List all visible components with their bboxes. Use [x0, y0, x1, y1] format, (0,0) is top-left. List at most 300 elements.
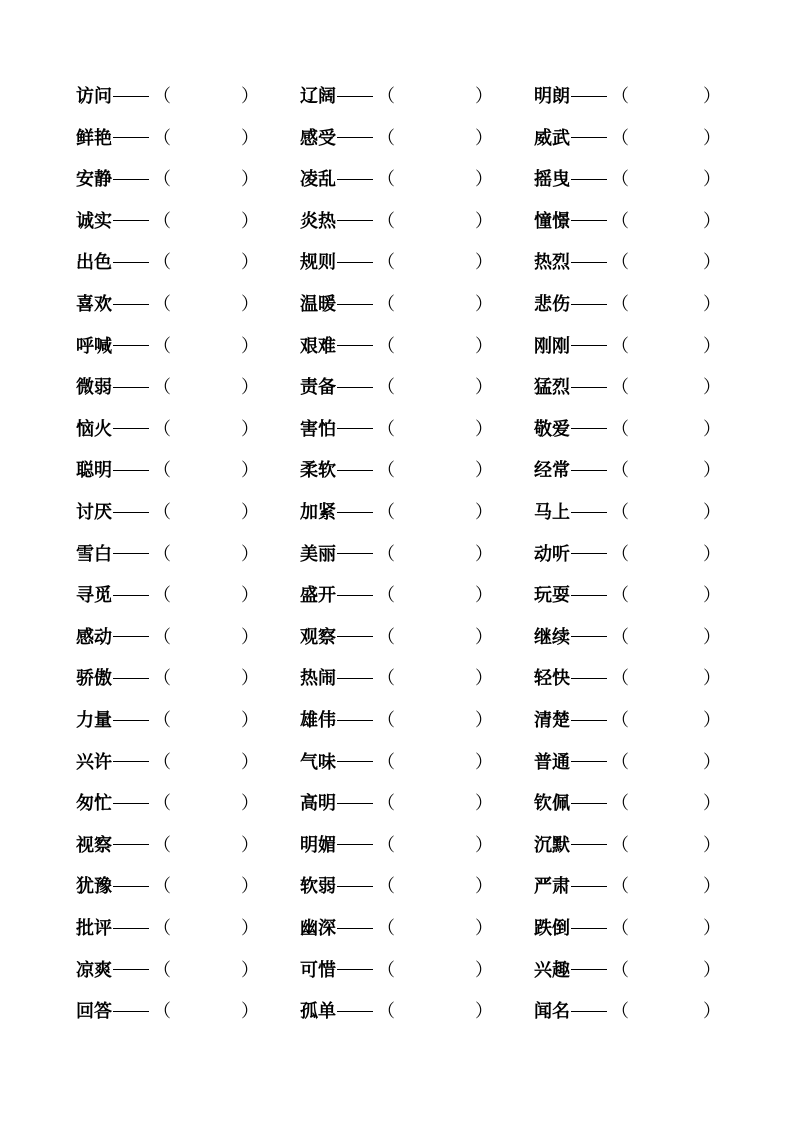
word-item: [534, 456, 721, 486]
open-paren: （: [377, 710, 395, 731]
word-row: [0, 332, 793, 362]
word-item: [76, 82, 259, 112]
close-paren: ）: [241, 460, 259, 482]
close-paren: ）: [241, 127, 259, 149]
word-label: 热烈: [534, 252, 570, 274]
word-label: 寻觅: [76, 585, 112, 607]
word-label: 摇曳: [534, 169, 570, 191]
open-paren: （: [153, 335, 171, 357]
word-item: [76, 124, 259, 154]
close-paren: ）: [703, 585, 721, 607]
open-paren: （: [611, 169, 629, 191]
word-label: 明媚: [300, 834, 336, 856]
close-paren: ）: [703, 252, 721, 274]
open-paren: （: [611, 127, 629, 149]
word-row: [0, 872, 793, 902]
word-label: 观察: [300, 626, 336, 648]
word-item: [300, 165, 493, 195]
word-item: [76, 789, 259, 819]
close-paren: ）: [475, 169, 493, 191]
word-label: 恼火: [76, 418, 112, 440]
close-paren: ）: [475, 668, 493, 690]
close-paren: ）: [241, 294, 259, 315]
open-paren: （: [377, 918, 395, 939]
word-label: 幽深: [300, 918, 336, 939]
open-paren: （: [611, 502, 629, 523]
open-paren: （: [611, 918, 629, 939]
dash-line: [571, 928, 607, 929]
open-paren: （: [153, 626, 171, 648]
close-paren: ）: [475, 543, 493, 565]
word-row: [0, 290, 793, 320]
dash-line: [337, 636, 373, 637]
word-item: [76, 706, 259, 736]
close-paren: ）: [703, 668, 721, 690]
word-item: [300, 956, 493, 986]
dash-line: [337, 803, 373, 804]
word-item: [534, 581, 721, 611]
word-row: [0, 415, 793, 445]
word-item: [76, 748, 259, 778]
open-paren: （: [377, 127, 395, 149]
word-item: [534, 997, 721, 1027]
close-paren: ）: [241, 252, 259, 274]
close-paren: ）: [475, 834, 493, 856]
word-label: 安静: [76, 169, 112, 191]
open-paren: （: [153, 460, 171, 482]
dash-line: [113, 179, 149, 180]
open-paren: （: [377, 1001, 395, 1023]
word-row: [0, 207, 793, 237]
dash-line: [113, 428, 149, 429]
word-item: [300, 748, 493, 778]
word-item: [534, 623, 721, 653]
close-paren: ）: [475, 585, 493, 607]
close-paren: ）: [241, 876, 259, 898]
open-paren: （: [611, 377, 629, 399]
close-paren: ）: [703, 710, 721, 731]
close-paren: ）: [703, 127, 721, 149]
dash-line: [113, 928, 149, 929]
dash-line: [337, 844, 373, 845]
dash-line: [337, 720, 373, 721]
word-item: [534, 415, 721, 445]
open-paren: （: [611, 210, 629, 232]
dash-line: [571, 636, 607, 637]
word-item: [534, 207, 721, 237]
word-row: [0, 165, 793, 195]
dash-line: [337, 512, 373, 513]
word-row: [0, 82, 793, 112]
dash-line: [113, 1011, 149, 1012]
word-item: [534, 290, 721, 320]
open-paren: （: [153, 418, 171, 440]
open-paren: （: [377, 585, 395, 607]
dash-line: [571, 844, 607, 845]
word-item: [300, 872, 493, 902]
open-paren: （: [377, 86, 395, 107]
open-paren: （: [153, 210, 171, 232]
word-label: 犹豫: [76, 876, 112, 898]
word-label: 感动: [76, 626, 112, 648]
close-paren: ）: [241, 502, 259, 523]
word-label: 盛开: [300, 585, 336, 607]
open-paren: （: [377, 335, 395, 357]
word-label: 柔软: [300, 460, 336, 482]
open-paren: （: [153, 876, 171, 898]
close-paren: ）: [241, 210, 259, 232]
dash-line: [113, 553, 149, 554]
word-label: 凉爽: [76, 959, 112, 981]
close-paren: ）: [475, 252, 493, 274]
dash-line: [571, 678, 607, 679]
word-label: 轻快: [534, 668, 570, 690]
open-paren: （: [377, 834, 395, 856]
word-item: [300, 581, 493, 611]
word-item: [300, 914, 493, 944]
open-paren: （: [153, 959, 171, 981]
word-label: 骄傲: [76, 668, 112, 690]
word-row: [0, 540, 793, 570]
close-paren: ）: [241, 1001, 259, 1023]
word-row: [0, 373, 793, 403]
word-item: [300, 332, 493, 362]
close-paren: ）: [241, 418, 259, 440]
word-item: [300, 456, 493, 486]
open-paren: （: [153, 252, 171, 274]
close-paren: ）: [241, 626, 259, 648]
dash-line: [571, 803, 607, 804]
dash-line: [571, 137, 607, 138]
dash-line: [571, 595, 607, 596]
word-label: 可惜: [300, 959, 336, 981]
close-paren: ）: [703, 626, 721, 648]
word-label: 动听: [534, 543, 570, 565]
word-label: 鲜艳: [76, 127, 112, 149]
close-paren: ）: [475, 294, 493, 315]
dash-line: [337, 595, 373, 596]
word-label: 气味: [300, 751, 336, 773]
close-paren: ）: [475, 626, 493, 648]
word-item: [76, 997, 259, 1027]
word-row: [0, 664, 793, 694]
word-label: 继续: [534, 626, 570, 648]
open-paren: （: [153, 543, 171, 565]
word-label: 回答: [76, 1001, 112, 1023]
close-paren: ）: [703, 502, 721, 523]
close-paren: ）: [475, 502, 493, 523]
dash-line: [571, 220, 607, 221]
close-paren: ）: [703, 793, 721, 815]
word-label: 憧憬: [534, 210, 570, 232]
close-paren: ）: [703, 1001, 721, 1023]
word-item: [534, 706, 721, 736]
word-label: 孤单: [300, 1001, 336, 1023]
word-item: [534, 540, 721, 570]
dash-line: [337, 345, 373, 346]
open-paren: （: [611, 585, 629, 607]
word-label: 微弱: [76, 377, 112, 399]
close-paren: ）: [703, 876, 721, 898]
word-item: [534, 956, 721, 986]
close-paren: ）: [703, 377, 721, 399]
dash-line: [571, 304, 607, 305]
open-paren: （: [153, 668, 171, 690]
open-paren: （: [611, 460, 629, 482]
word-item: [300, 664, 493, 694]
word-item: [534, 82, 721, 112]
close-paren: ）: [241, 959, 259, 981]
dash-line: [113, 304, 149, 305]
close-paren: ）: [475, 959, 493, 981]
word-label: 马上: [534, 502, 570, 523]
word-label: 温暖: [300, 294, 336, 315]
word-label: 普通: [534, 751, 570, 773]
word-label: 跌倒: [534, 918, 570, 939]
word-row: [0, 581, 793, 611]
open-paren: （: [153, 834, 171, 856]
word-item: [300, 290, 493, 320]
word-item: [76, 248, 259, 278]
close-paren: ）: [703, 751, 721, 773]
word-item: [534, 789, 721, 819]
dash-line: [571, 345, 607, 346]
open-paren: （: [153, 86, 171, 107]
word-item: [300, 623, 493, 653]
word-label: 经常: [534, 460, 570, 482]
word-item: [76, 498, 259, 528]
word-label: 闻名: [534, 1001, 570, 1023]
close-paren: ）: [475, 127, 493, 149]
close-paren: ）: [475, 86, 493, 107]
close-paren: ）: [475, 876, 493, 898]
dash-line: [113, 220, 149, 221]
open-paren: （: [377, 169, 395, 191]
word-label: 规则: [300, 252, 336, 274]
close-paren: ）: [475, 793, 493, 815]
open-paren: （: [153, 377, 171, 399]
close-paren: ）: [475, 377, 493, 399]
word-item: [300, 498, 493, 528]
word-label: 批评: [76, 918, 112, 939]
close-paren: ）: [241, 710, 259, 731]
dash-line: [113, 512, 149, 513]
open-paren: （: [611, 834, 629, 856]
word-item: [76, 623, 259, 653]
word-label: 高明: [300, 793, 336, 815]
word-label: 悲伤: [534, 294, 570, 315]
word-item: [300, 207, 493, 237]
word-item: [76, 373, 259, 403]
open-paren: （: [377, 668, 395, 690]
word-row: [0, 997, 793, 1027]
word-item: [534, 373, 721, 403]
word-item: [300, 706, 493, 736]
dash-line: [337, 179, 373, 180]
word-label: 力量: [76, 710, 112, 731]
close-paren: ）: [241, 543, 259, 565]
word-label: 讨厌: [76, 502, 112, 523]
open-paren: （: [153, 710, 171, 731]
word-item: [76, 207, 259, 237]
open-paren: （: [611, 959, 629, 981]
open-paren: （: [377, 626, 395, 648]
close-paren: ）: [703, 294, 721, 315]
word-item: [76, 956, 259, 986]
dash-line: [113, 470, 149, 471]
word-label: 访问: [76, 86, 112, 107]
word-item: [300, 124, 493, 154]
word-label: 艰难: [300, 335, 336, 357]
word-item: [534, 248, 721, 278]
close-paren: ）: [475, 751, 493, 773]
word-item: [534, 872, 721, 902]
word-item: [300, 248, 493, 278]
open-paren: （: [377, 377, 395, 399]
word-row: [0, 498, 793, 528]
close-paren: ）: [703, 210, 721, 232]
open-paren: （: [153, 751, 171, 773]
word-item: [300, 82, 493, 112]
dash-line: [113, 137, 149, 138]
word-item: [534, 498, 721, 528]
open-paren: （: [377, 210, 395, 232]
word-label: 兴趣: [534, 959, 570, 981]
word-row: [0, 456, 793, 486]
word-row: [0, 748, 793, 778]
close-paren: ）: [241, 377, 259, 399]
word-item: [534, 664, 721, 694]
open-paren: （: [611, 668, 629, 690]
close-paren: ）: [241, 918, 259, 939]
close-paren: ）: [241, 751, 259, 773]
dash-line: [571, 1011, 607, 1012]
word-item: [76, 914, 259, 944]
dash-line: [337, 886, 373, 887]
open-paren: （: [377, 460, 395, 482]
dash-line: [337, 262, 373, 263]
dash-line: [113, 844, 149, 845]
close-paren: ）: [475, 918, 493, 939]
word-label: 兴许: [76, 751, 112, 773]
word-item: [76, 290, 259, 320]
word-label: 匆忙: [76, 793, 112, 815]
word-label: 威武: [534, 127, 570, 149]
dash-line: [113, 678, 149, 679]
close-paren: ）: [475, 710, 493, 731]
open-paren: （: [377, 252, 395, 274]
word-item: [300, 415, 493, 445]
open-paren: （: [611, 1001, 629, 1023]
open-paren: （: [377, 751, 395, 773]
dash-line: [571, 512, 607, 513]
dash-line: [337, 969, 373, 970]
dash-line: [337, 137, 373, 138]
word-item: [76, 456, 259, 486]
word-item: [300, 373, 493, 403]
open-paren: （: [611, 626, 629, 648]
word-row: [0, 623, 793, 653]
word-item: [76, 831, 259, 861]
close-paren: ）: [475, 418, 493, 440]
word-item: [76, 165, 259, 195]
word-item: [300, 789, 493, 819]
dash-line: [113, 761, 149, 762]
word-label: 出色: [76, 252, 112, 274]
open-paren: （: [611, 543, 629, 565]
close-paren: ）: [241, 169, 259, 191]
dash-line: [337, 96, 373, 97]
dash-line: [571, 262, 607, 263]
word-label: 雪白: [76, 543, 112, 565]
word-label: 视察: [76, 834, 112, 856]
word-label: 辽阔: [300, 86, 336, 107]
word-label: 责备: [300, 377, 336, 399]
dash-line: [113, 720, 149, 721]
close-paren: ）: [241, 793, 259, 815]
dash-line: [337, 761, 373, 762]
word-label: 呼喊: [76, 335, 112, 357]
word-label: 刚刚: [534, 335, 570, 357]
dash-line: [337, 678, 373, 679]
close-paren: ）: [703, 834, 721, 856]
dash-line: [571, 720, 607, 721]
word-item: [534, 748, 721, 778]
word-label: 严肃: [534, 876, 570, 898]
close-paren: ）: [241, 86, 259, 107]
dash-line: [337, 304, 373, 305]
open-paren: （: [153, 127, 171, 149]
dash-line: [113, 387, 149, 388]
close-paren: ）: [703, 543, 721, 565]
dash-line: [571, 969, 607, 970]
close-paren: ）: [703, 169, 721, 191]
dash-line: [337, 428, 373, 429]
open-paren: （: [611, 86, 629, 107]
open-paren: （: [611, 294, 629, 315]
open-paren: （: [377, 793, 395, 815]
word-label: 诚实: [76, 210, 112, 232]
close-paren: ）: [703, 918, 721, 939]
open-paren: （: [377, 959, 395, 981]
word-label: 敬爱: [534, 418, 570, 440]
word-label: 加紧: [300, 502, 336, 523]
word-item: [76, 664, 259, 694]
word-label: 猛烈: [534, 377, 570, 399]
dash-line: [113, 262, 149, 263]
close-paren: ）: [475, 460, 493, 482]
open-paren: （: [153, 294, 171, 315]
open-paren: （: [377, 502, 395, 523]
close-paren: ）: [703, 418, 721, 440]
word-row: [0, 124, 793, 154]
word-item: [76, 332, 259, 362]
word-item: [534, 332, 721, 362]
open-paren: （: [611, 751, 629, 773]
close-paren: ）: [475, 210, 493, 232]
word-label: 雄伟: [300, 710, 336, 731]
close-paren: ）: [703, 959, 721, 981]
dash-line: [571, 96, 607, 97]
open-paren: （: [153, 793, 171, 815]
close-paren: ）: [475, 1001, 493, 1023]
open-paren: （: [377, 876, 395, 898]
dash-line: [337, 1011, 373, 1012]
open-paren: （: [611, 335, 629, 357]
word-label: 感受: [300, 127, 336, 149]
dash-line: [571, 179, 607, 180]
open-paren: （: [611, 710, 629, 731]
